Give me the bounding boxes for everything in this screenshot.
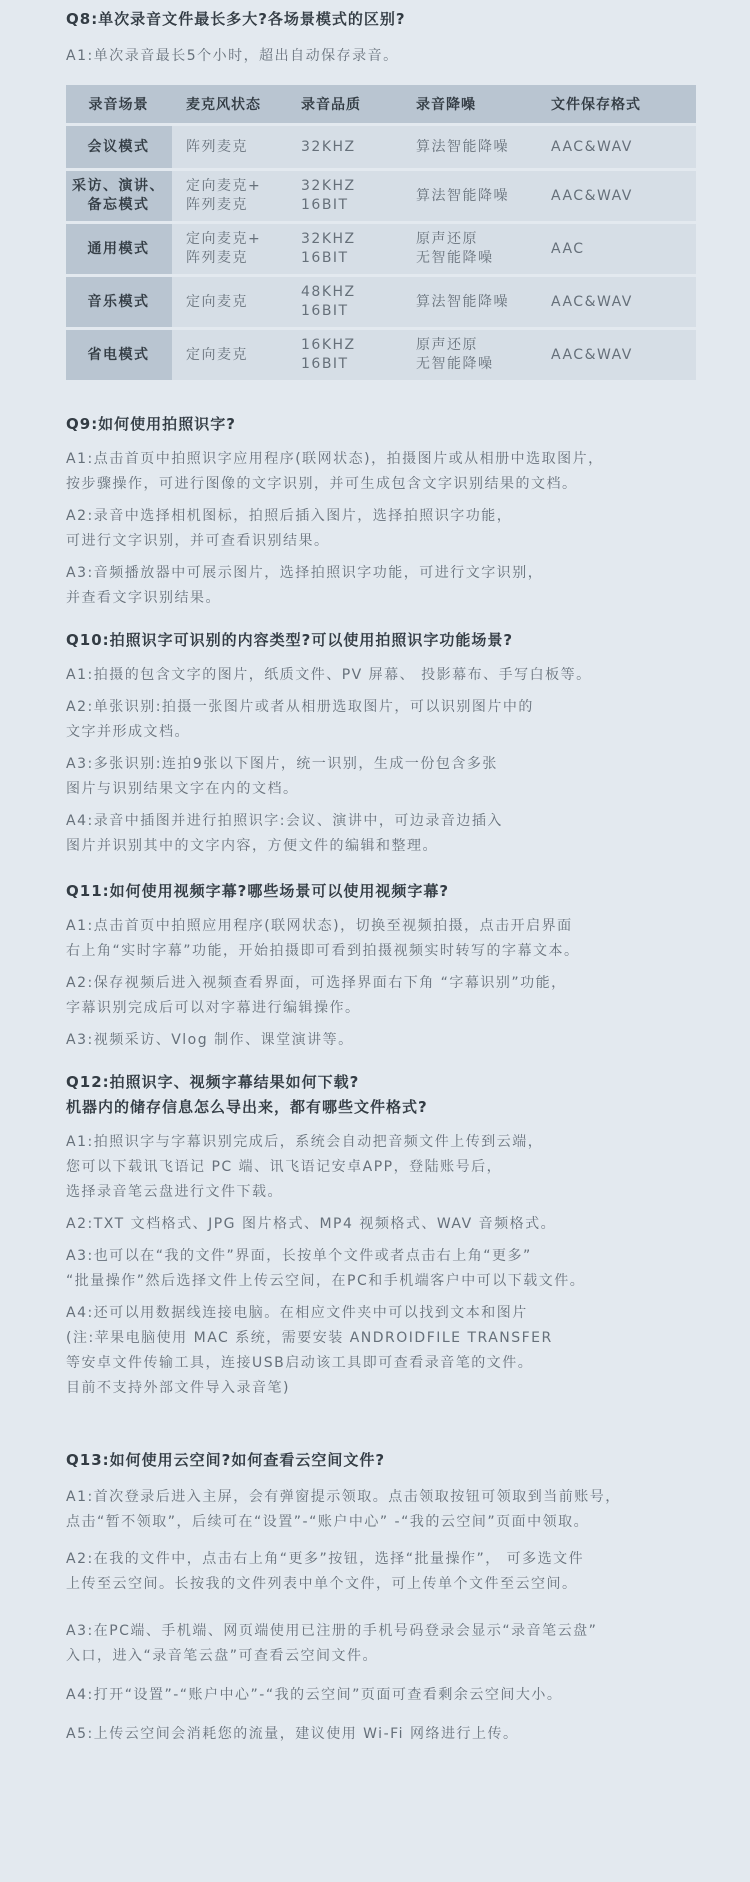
table-cell: 原声还原 无智能降噪	[402, 330, 537, 380]
q10-title: Q10:拍照识字可识别的内容类型?可以使用拍照识字功能场景?	[66, 631, 514, 649]
table-cell: 32KHZ 16BIT	[287, 224, 402, 274]
q13-a5: A5:上传云空间会消耗您的流量，建议使用 Wi-Fi 网络进行上传。	[66, 1726, 519, 1742]
q10-a1: A1:拍摄的包含文字的图片，纸质文件、PV 屏幕、 投影幕布、手写白板等。	[66, 667, 592, 683]
table-cell: 采访、演讲、 备忘模式	[66, 171, 172, 221]
q13-a4: A4:打开“设置”-“账户中心”-“我的云空间”页面可查看剩余云空间大小。	[66, 1687, 563, 1703]
table-cell: AAC&WAV	[537, 277, 696, 327]
q9-a3: A3:音频播放器中可展示图片，选择拍照识字功能，可进行文字识别， 并查看文字识别结果。	[66, 565, 544, 606]
q13-title: Q13:如何使用云空间?如何查看云空间文件?	[66, 1451, 386, 1469]
table-cell: AAC	[537, 224, 696, 274]
table-row	[66, 330, 696, 380]
q13-a1: A1:首次登录后进入主屏，会有弹窗提示领取。点击领取按钮可领取到当前账号， 点击“暂不领取”，后续可在“设置”-“账户中心” -“我的云空间”页面中领取。	[66, 1489, 621, 1530]
q10-a2: A2:单张识别:拍摄一张图片或者从相册选取图片，可以识别图片中的 文字并形成文档。	[66, 699, 534, 740]
q9-a2: A2:录音中选择相机图标，拍照后插入图片，选择拍照识字功能， 可进行文字识别，并可查看识别结果。	[66, 508, 513, 549]
table-cell: 定向麦克	[172, 330, 287, 380]
table-cell: 算法智能降噪	[402, 126, 537, 168]
table-cell: AAC&WAV	[537, 126, 696, 168]
table-cell: 阵列麦克	[172, 126, 287, 168]
table-row	[66, 224, 696, 274]
q9-title: Q9:如何使用拍照识字?	[66, 415, 236, 433]
table-cell: 32KHZ 16BIT	[287, 171, 402, 221]
table-cell: 原声还原 无智能降噪	[402, 224, 537, 274]
table-header: 麦克风状态	[172, 85, 287, 123]
table-header: 文件保存格式	[537, 85, 696, 123]
table-cell: AAC&WAV	[537, 171, 696, 221]
table-header-row	[66, 85, 696, 123]
table-cell: 16KHZ 16BIT	[287, 330, 402, 380]
table-cell: 音乐模式	[66, 277, 172, 327]
table-row	[66, 277, 696, 327]
q10-section	[66, 629, 710, 859]
table-cell: 算法智能降噪	[402, 171, 537, 221]
q9-section	[66, 413, 710, 611]
q12-a2: A2:TXT 文档格式、JPG 图片格式、MP4 视频格式、WAV 音频格式。	[66, 1216, 557, 1232]
table-header: 录音品质	[287, 85, 402, 123]
table-cell: 定向麦克	[172, 277, 287, 327]
q8-section	[66, 8, 710, 383]
q11-section	[66, 880, 710, 1053]
q11-title: Q11:如何使用视频字幕?哪些场景可以使用视频字幕?	[66, 882, 450, 900]
table-cell: 48KHZ 16BIT	[287, 277, 402, 327]
table-cell: 32KHZ	[287, 126, 402, 168]
q11-a3: A3:视频采访、Vlog 制作、课堂演讲等。	[66, 1032, 354, 1048]
table-cell: AAC&WAV	[537, 330, 696, 380]
table-header: 录音场景	[66, 85, 172, 123]
q13-a2: A2:在我的文件中，点击右上角“更多”按钮，选择“批量操作”， 可多选文件 上传至云空间。长按我的文件列表中单个文件，可上传单个文件至云空间。	[66, 1551, 585, 1592]
q11-a2: A2:保存视频后进入视频查看界面，可选择界面右下角 “字幕识别”功能， 字幕识别完成后可以对字幕进行编辑操作。	[66, 975, 567, 1016]
q12-title-line2: 机器内的储存信息怎么导出来，都有哪些文件格式?	[66, 1098, 428, 1116]
q12-section	[66, 1071, 710, 1401]
table-cell: 省电模式	[66, 330, 172, 380]
table-cell: 通用模式	[66, 224, 172, 274]
q8-title: Q8:单次录音文件最长多大?各场景模式的区别?	[66, 10, 406, 28]
q9-a1: A1:点击首页中拍照识字应用程序(联网状态)，拍摄图片或从相册中选取图片， 按步骤操作，可进行图像的文字识别，并可生成包含文字识别结果的文档。	[66, 451, 604, 492]
scene-mode-table	[66, 82, 696, 383]
table-row	[66, 126, 696, 168]
q8-a1: A1:单次录音最长5个小时，超出自动保存录音。	[66, 48, 399, 64]
q13-section	[66, 1449, 730, 1747]
q12-title-line1: Q12:拍照识字、视频字幕结果如何下载?	[66, 1073, 360, 1091]
q11-a1: A1:点击首页中拍照应用程序(联网状态)，切换至视频拍摄，点击开启界面 右上角“实时字幕”功能，开始拍摄即可看到拍摄视频实时转写的字幕文本。	[66, 918, 580, 959]
q12-a1: A1:拍照识字与字幕识别完成后，系统会自动把音频文件上传到云端， 您可以下载讯飞语记 PC 端、讯飞语记安卓APP，登陆账号后， 选择录音笔云盘进行文件下载。	[66, 1134, 544, 1200]
table-cell: 会议模式	[66, 126, 172, 168]
q10-a4: A4:录音中插图并进行拍照识字:会议、演讲中，可边录音边插入 图片并识别其中的文字内容，方便文件的编辑和整理。	[66, 813, 503, 854]
table-cell: 算法智能降噪	[402, 277, 537, 327]
table-row	[66, 171, 696, 221]
table-header: 录音降噪	[402, 85, 537, 123]
table-cell: 定向麦克+ 阵列麦克	[172, 171, 287, 221]
q12-a4: A4:还可以用数据线连接电脑。在相应文件夹中可以找到文本和图片 (注:苹果电脑使用 MAC 系统，需要安装 ANDROIDFILE TRANSFER 等安卓文件传输工具，连接USB启动该工具即可查看录音笔的文件。 目前不支持外部文件导入录音笔)	[66, 1305, 553, 1396]
table-cell: 定向麦克+ 阵列麦克	[172, 224, 287, 274]
q12-a3: A3:也可以在“我的文件”界面，长按单个文件或者点击右上角“更多” “批量操作”然后选择文件上传云空间，在PC和手机端客户中可以下载文件。	[66, 1248, 586, 1289]
q10-a3: A3:多张识别:连拍9张以下图片，统一识别，生成一份包含多张 图片与识别结果文字在内的文档。	[66, 756, 498, 797]
q13-a3: A3:在PC端、手机端、网页端使用已注册的手机号码登录会显示“录音笔云盘” 入口，进入“录音笔云盘”可查看云空间文件。	[66, 1623, 598, 1664]
